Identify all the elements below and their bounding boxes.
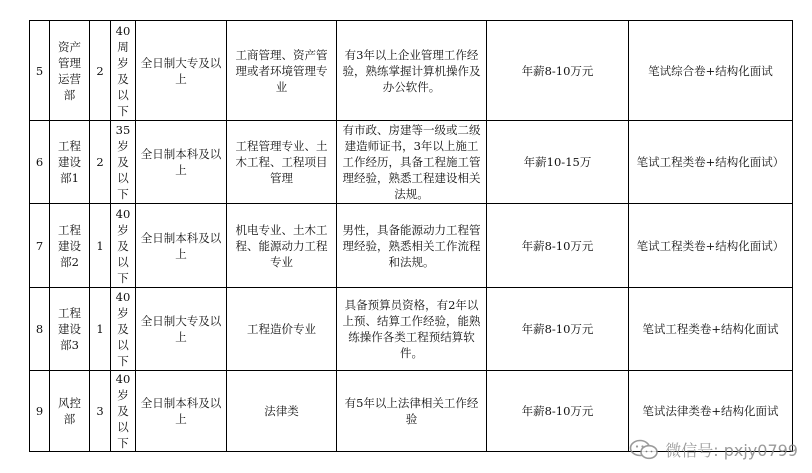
requirements-cell: 有3年以上企业管理工作经验，熟练掌握计算机操作及办公软件。 (337, 21, 487, 121)
age-limit-char: 及 (117, 322, 129, 336)
headcount-cell: 1 (90, 288, 111, 371)
salary-cell: 年薪8-10万元 (487, 371, 629, 452)
age-limit-char: 下 (117, 103, 129, 118)
education-cell: 全日制大专及以上 (136, 288, 227, 371)
major-cell: 法律类 (227, 371, 337, 452)
age-limit-cell (111, 204, 136, 288)
age-limit-char: 以 (117, 338, 129, 352)
requirements-cell: 有5年以上法律相关工作经验 (337, 371, 487, 452)
exam-method-cell: 笔试工程类卷+结构化面试 (629, 288, 793, 371)
table-row (30, 21, 793, 121)
age-limit-char: 及 (117, 155, 129, 169)
major-cell: 工程造价专业 (227, 288, 337, 371)
age-limit-char: 40 (115, 206, 131, 221)
age-limit-cell (111, 288, 136, 371)
education-cell: 全日制本科及以上 (136, 204, 227, 288)
major-cell: 工程管理专业、土木工程、工程项目管理 (227, 121, 337, 204)
age-limit-char: 40 (115, 23, 131, 38)
department-cell: 工程建设部1 (50, 121, 90, 204)
age-limit-char: 以 (117, 87, 129, 102)
department-cell: 风控部 (50, 371, 90, 452)
row-number-cell: 5 (30, 21, 50, 121)
table-row (30, 288, 793, 371)
age-limit-char: 岁 (117, 306, 129, 320)
salary-cell: 年薪10-15万 (487, 121, 629, 204)
age-limit-char: 周 (117, 39, 129, 54)
table-row (30, 121, 793, 204)
age-limit-char: 及 (117, 238, 129, 253)
age-limit-char: 以 (117, 171, 129, 185)
age-limit-char: 40 (115, 372, 131, 386)
headcount-cell: 1 (90, 204, 111, 288)
row-number-cell: 8 (30, 288, 50, 371)
age-limit-char: 下 (117, 354, 129, 368)
table-row (30, 204, 793, 288)
age-limit-char: 下 (117, 187, 129, 201)
age-limit-char: 以 (117, 420, 129, 434)
wechat-watermark (629, 438, 798, 461)
row-number-cell: 6 (30, 121, 50, 204)
recruitment-table (29, 20, 793, 452)
exam-method-cell: 笔试工程类卷+结构化面试） (629, 121, 793, 204)
headcount-cell: 2 (90, 121, 111, 204)
age-limit-char: 以 (117, 254, 129, 269)
age-limit-cell (111, 371, 136, 452)
headcount-cell: 2 (90, 21, 111, 121)
age-limit-char: 下 (117, 436, 129, 450)
age-limit-char: 岁 (117, 388, 129, 402)
watermark-text: 微信号: pxjy0799 (665, 441, 798, 460)
age-limit-char: 下 (117, 270, 129, 285)
salary-cell: 年薪8-10万元 (487, 288, 629, 371)
age-limit-char: 及 (117, 404, 129, 418)
age-limit-char: 岁 (117, 139, 129, 153)
requirements-cell: 具备预算员资格，有2年以上预、结算工作经验，能熟练操作各类工程预结算软件。 (337, 288, 487, 371)
exam-method-cell: 笔试综合卷+结构化面试 (629, 21, 793, 121)
age-limit-char: 岁 (117, 222, 129, 237)
requirements-cell: 男性，具备能源动力工程管理经验，熟悉相关工作流程和法规。 (337, 204, 487, 288)
department-cell: 资产管理运营部 (50, 21, 90, 121)
department-cell: 工程建设部2 (50, 204, 90, 288)
age-limit-cell (111, 121, 136, 204)
education-cell: 全日制本科及以上 (136, 121, 227, 204)
headcount-cell: 3 (90, 371, 111, 452)
age-limit-char: 岁 (117, 55, 129, 70)
requirements-cell: 有市政、房建等一级或二级建造师证书，3年以上施工工作经历，具备工程施工管理经验，熟悉工程建设相关法规。 (337, 121, 487, 204)
row-number-cell: 9 (30, 371, 50, 452)
exam-method-cell: 笔试法律类卷+结构化面试 (629, 371, 793, 452)
salary-cell: 年薪8-10万元 (487, 204, 629, 288)
major-cell: 工商管理、资产管理或者环境管理专业 (227, 21, 337, 121)
age-limit-char: 40 (115, 290, 131, 304)
row-number-cell: 7 (30, 204, 50, 288)
education-cell: 全日制本科及以上 (136, 371, 227, 452)
age-limit-cell (111, 21, 136, 121)
wechat-logo-icon (629, 439, 659, 461)
exam-method-cell: 笔试工程类卷+结构化面试） (629, 204, 793, 288)
salary-cell: 年薪8-10万元 (487, 21, 629, 121)
major-cell: 机电专业、土木工程、能源动力工程专业 (227, 204, 337, 288)
age-limit-char: 35 (115, 123, 131, 137)
education-cell: 全日制大专及以上 (136, 21, 227, 121)
age-limit-char: 及 (117, 71, 129, 86)
department-cell: 工程建设部3 (50, 288, 90, 371)
